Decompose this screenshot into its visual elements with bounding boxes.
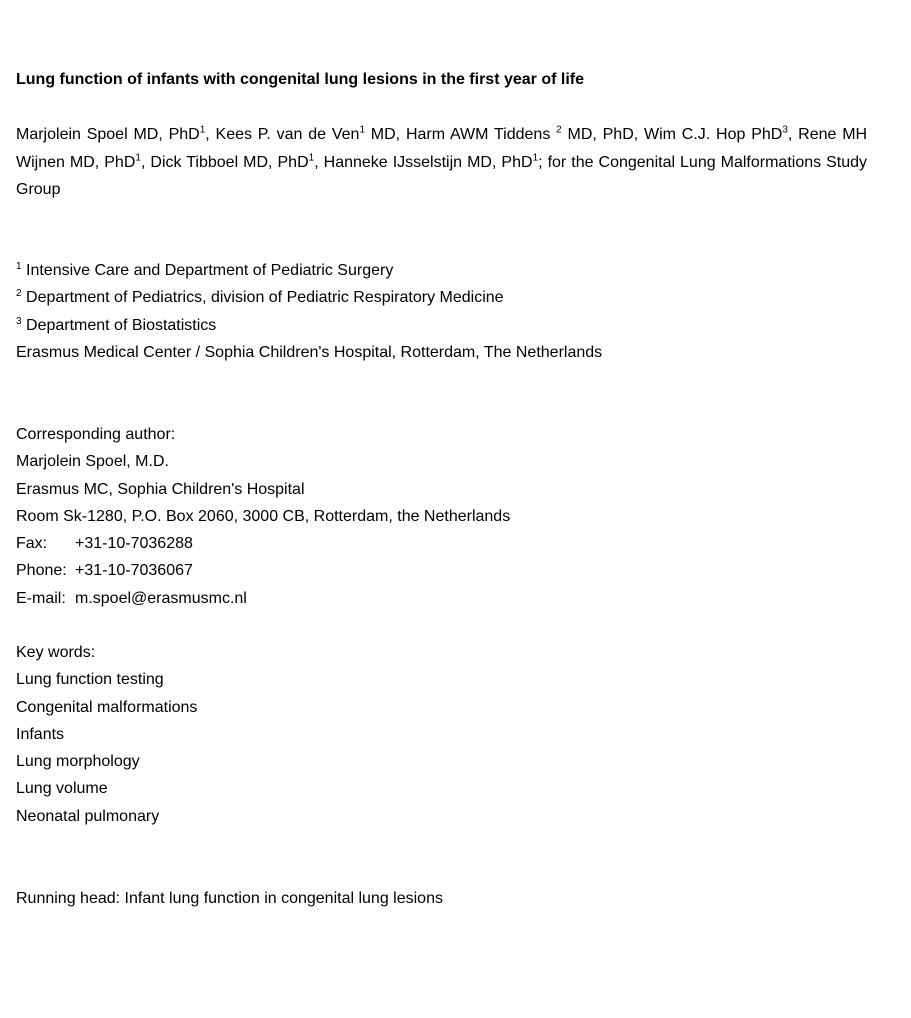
affiliations bbox=[16, 257, 602, 366]
keyword-item: Infants bbox=[16, 725, 65, 743]
affiliation-line: $^1$ Intensive Care and Department of Pediatric Surgery bbox=[16, 261, 394, 279]
keywords bbox=[16, 639, 197, 830]
email-label: E-mail: bbox=[16, 589, 66, 607]
fax-line bbox=[16, 530, 510, 557]
keyword-item: Lung volume bbox=[16, 780, 108, 798]
author: Kees P. van de Ven$^1$ MD, bbox=[215, 124, 406, 143]
running-head: Running head: Infant lung function in congenital lung lesions bbox=[16, 890, 443, 907]
keywords-heading: Key words: bbox=[16, 644, 96, 661]
corresponding-hospital: Erasmus MC, Sophia Children's Hospital bbox=[16, 480, 305, 498]
email-line bbox=[16, 585, 510, 612]
author: Hanneke IJsselstijn MD, PhD$^1$; for the Congenital Lung Malformations Study Group bbox=[16, 152, 868, 198]
correspondence bbox=[16, 421, 510, 612]
corresponding-author-name: Marjolein Spoel, M.D. bbox=[16, 453, 169, 471]
keyword-item: Lung function testing bbox=[16, 671, 164, 689]
author: Rene MH Wijnen MD, PhD$^1$, bbox=[16, 126, 868, 171]
fax-label: Fax: bbox=[16, 535, 48, 553]
author: Harm AWM Tiddens $^2$ MD, PhD, bbox=[405, 124, 644, 143]
institution: Erasmus Medical Center / Sophia Children's Hospital, Rotterdam, The Netherlands bbox=[16, 343, 603, 361]
phone-number: +31-10-7036067 bbox=[75, 562, 193, 580]
email-address: m.spoel@erasmusmc.nl bbox=[75, 589, 247, 607]
author: Marjolein Spoel MD, PhD$^1$, bbox=[16, 124, 216, 143]
affiliation-line: $^3$ Department of Biostatistics bbox=[16, 315, 217, 334]
author: Wim C.J. Hop PhD$^3$, bbox=[644, 124, 799, 143]
author-list bbox=[16, 121, 867, 204]
fax-number: +31-10-7036288 bbox=[75, 535, 193, 553]
corresponding-address: Room Sk-1280, P.O. Box 2060, 3000 CB, Rotterdam, the Netherlands bbox=[16, 507, 511, 525]
phone-label: Phone: bbox=[16, 562, 67, 580]
paper-title: Lung function of infants with congenital lung lesions in the first year of life bbox=[16, 71, 585, 88]
correspondence-heading: Corresponding author: bbox=[16, 426, 176, 443]
affiliation-line: $^2$ Department of Pediatrics, division of Pediatric Respiratory Medicine bbox=[16, 288, 504, 307]
keyword-item: Lung morphology bbox=[16, 753, 140, 771]
phone-line bbox=[16, 557, 510, 584]
keyword-item: Congenital malformations bbox=[16, 698, 198, 716]
keyword-item: Neonatal pulmonary bbox=[16, 807, 160, 825]
author: Dick Tibboel MD, PhD$^1$, bbox=[150, 152, 324, 171]
